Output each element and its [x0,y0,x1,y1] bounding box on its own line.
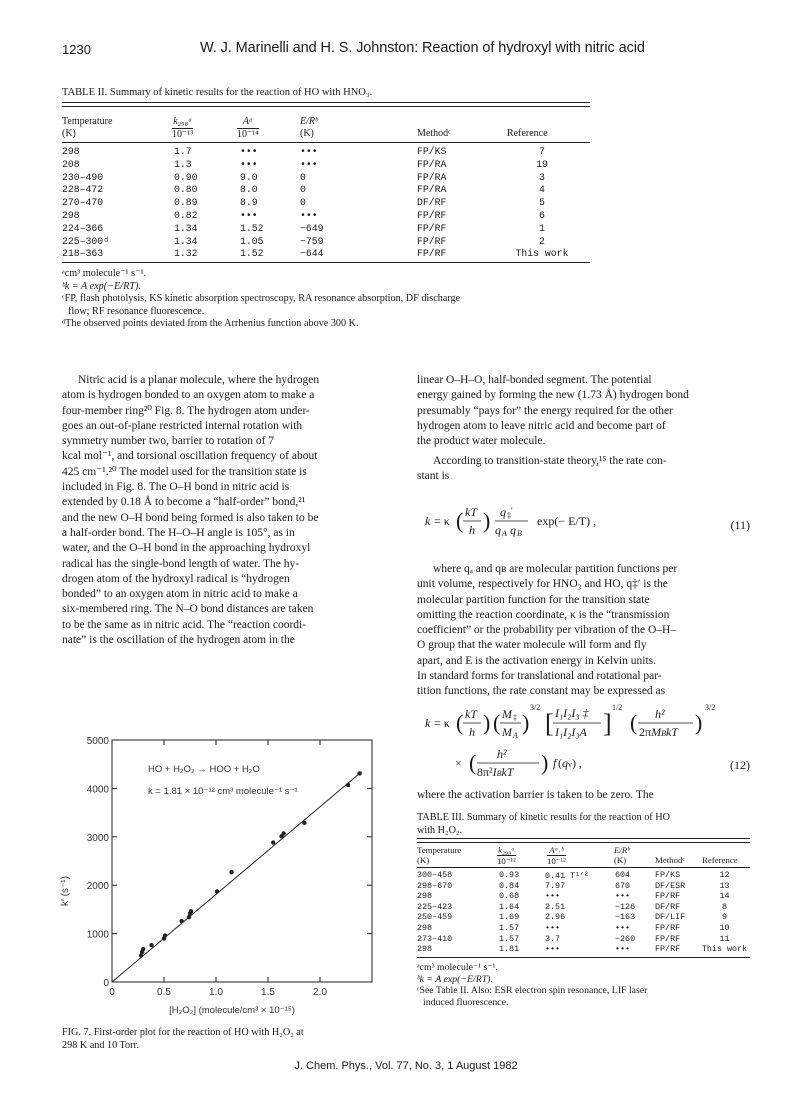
table-cell-m: FP/RF [417,210,447,221]
t2-header-A: Aᵃ 10⁻¹⁴ [237,116,259,140]
y-tick-label: 0 [103,978,109,989]
svg-text:(qv) ,: (qv) , [558,756,582,770]
table-cell-t: 270–470 [62,197,104,209]
svg-text:3/2: 3/2 [530,703,541,712]
table-cell-k: 1.81 [499,944,520,955]
table-cell-m: FP/RF [417,222,447,234]
text-line: molecular partition function for the transition state [417,593,650,606]
t3-header-reference: Reference [702,855,738,865]
table-cell-t: 225–300ᵈ [62,235,110,247]
data-point [346,783,350,787]
table-cell-k: 0.89 [174,197,198,209]
table2-caption: TABLE II. Summary of kinetic results for the reaction of HO with HNO₃. [62,87,373,98]
table-cell-r: 9 [721,912,728,923]
text-line: six-membered ring. The N–O bond distances are taken [62,603,314,616]
svg-text:= κ: = κ [434,514,450,528]
text-line: omitting the reaction coordinate, κ is the “transmission [417,608,670,621]
table-cell-k: 1.3 [174,158,192,170]
table-cell-r: 14 [719,891,730,902]
table-cell-r: 3 [539,171,545,183]
table-cell-m: FP/RF [417,235,447,247]
text-line: bonded” to an oxygen atom in nitric acid to make a [62,588,298,601]
right-column-para3 [417,562,753,700]
y-tick-label: 5000 [86,736,109,747]
right-column-para4: where the activation barrier is taken to be zero. The [417,789,654,801]
table2-footnotes: ᵃcm³ molecule⁻¹ s⁻¹. ᵇk = A exp(−E/RT). ᶜFP, flash photolysis, KS kinetic absorption spectroscopy, RA resonance absorption, DF discharge flow; RF resonance fluorescence. ᵈThe observed points deviated from the Arrhenius function above 300 K. [62,268,461,329]
text-line: Nitric acid is a planar molecule, where the hydrogen [78,374,320,386]
table-cell-e: ••• [300,158,318,170]
table-cell-t: 298 [62,210,80,221]
svg-text:I₁I₂I₃A: I₁I₂I₃A [555,725,587,739]
table-cell-r: 10 [719,923,730,933]
data-point [141,947,145,951]
equation-11 [425,500,750,542]
table-cell-r: 6 [539,210,545,221]
table-cell-k: 0.82 [174,210,198,221]
data-point [302,821,306,825]
equation-12-number: (12) [730,758,750,772]
table-cell-m: FP/RF [417,248,447,260]
text-line: radical has the single-bond length of water. The hy- [62,557,300,570]
table-cell-t: 298 [62,146,80,157]
table-cell-e: 604 [615,870,631,880]
table-cell-e: 0 [300,184,306,196]
t2-header-method: Methodᶜ [417,128,451,139]
table-cell-a: 2.96 [545,912,566,923]
table-cell-k: 1.64 [499,901,520,912]
table-cell-k: 1.32 [174,248,198,260]
data-point [179,919,183,923]
svg-text:A: A [513,731,518,740]
text-line: apart, and E is the activation energy in Kelvin units. [417,654,656,667]
table-cell-t: 250–459 [417,912,453,923]
table-cell-e: −644 [300,248,324,260]
table-cell-m: DF/RF [417,197,447,209]
svg-text:): ) [522,710,530,735]
text-line: goes an out-of-plane restricted internal rotation with [62,419,303,432]
svg-text:′: ′ [511,506,513,515]
equation-12 [425,700,750,778]
text-line: presumably “pays for” the energy required for the other [417,404,673,417]
table-cell-a: 9.0 [240,171,258,183]
table3-header [417,845,750,873]
table-cell-e: ••• [300,210,318,221]
table-cell-t: 298 [417,923,433,933]
svg-text:×: × [455,756,462,770]
svg-text:2πMBkT: 2πMBkT [639,725,678,739]
table-cell-k: 0.80 [174,184,198,196]
svg-text:): ) [695,710,703,735]
y-tick-label: 4000 [86,784,109,796]
text-line: drogen atom of the hydroxyl radical is “hydrogen [62,572,290,585]
right-column-para2 [417,454,753,485]
table-cell-r: 8 [721,901,728,912]
text-line: symmetry number two, barrier to rotation of 7 [62,435,275,448]
svg-text:exp(− E/T) ,: exp(− E/T) , [537,514,597,528]
equation-11-number: (11) [730,518,750,532]
table-cell-r: 7 [539,146,545,157]
equation-11-formula [425,500,725,542]
right-column-para1 [417,373,753,449]
table-cell-t: 298 [417,944,433,955]
text-line: kcal mol⁻¹, and torsional oscillation frequency of about [62,450,318,463]
svg-text:(: ( [456,508,464,533]
text-line: linear O–H–O, half-bonded segment. The potential [417,374,652,386]
text-line: and the new O–H bond being formed is also taken to be [62,511,319,524]
table-cell-k: 1.7 [174,146,192,157]
table2-bottom-rule [62,262,590,263]
table-cell-r: 4 [539,184,545,196]
running-title: W. J. Marinelli and H. S. Johnston: Reaction of hydroxyl with nitric acid [200,40,645,56]
t2-header-reference: Reference [507,128,548,139]
svg-text:q: q [500,505,506,519]
y-axis-label: k′ (s⁻¹) [60,876,71,906]
table-cell-t: 224–366 [62,222,104,234]
figure-7 [40,728,400,1018]
table-cell-a: 1.52 [240,248,264,260]
table-cell-e: −759 [300,235,324,247]
table-cell-a: 7.97 [545,880,566,891]
svg-text:h: h [469,725,475,739]
table-cell-r: 19 [536,158,548,170]
table-cell-r: 5 [539,197,545,209]
data-point [271,840,275,844]
table-cell-k: 1.34 [174,235,198,247]
text-line: four-member ring²⁰ Fig. 8. The hydrogen atom under- [62,404,310,417]
svg-text:A: A [502,529,507,538]
data-point [229,870,233,874]
table-cell-a: 8.9 [240,197,258,209]
table-cell-k: 1.57 [499,923,520,933]
y-tick-label: 2000 [86,881,109,893]
table3-bottom-rule [417,957,750,958]
table-cell-e: 0 [300,197,306,209]
equation-12-formula [425,700,750,778]
svg-text:q: q [495,523,501,537]
text-line: 425 cm⁻¹.²⁰ The model used for the transition state is [62,465,307,478]
table-cell-a: 1.05 [240,235,264,247]
table-cell-a: ••• [240,158,258,170]
y-tick-label: 1000 [86,929,109,941]
text-line: atom is hydrogen bonded to an oxygen atom to make a [62,389,315,402]
svg-text:[: [ [545,709,554,738]
table-cell-k: 1.69 [499,912,520,923]
text-line: In standard forms for translational and rotational par- [417,670,662,683]
data-point [281,831,285,835]
x-tick-label: 0 [109,987,115,998]
data-point [215,889,219,893]
table-cell-m: FP/RA [417,158,447,170]
rate-label: k = 1.81 × 10⁻¹² cm³ molecule⁻¹ s⁻¹ [148,786,298,797]
journal-footer: J. Chem. Phys., Vol. 77, No. 3, 1 August 1982 [294,1060,518,1072]
svg-text:]: ] [603,709,612,738]
table2-header-rule [62,142,590,143]
t3-header-k298: k₂₉₈ᵃ 10⁻¹² [497,845,516,866]
table-cell-m: FP/KS [655,870,681,880]
table-cell-e: ••• [300,146,318,157]
data-point [163,933,167,937]
svg-text:8π²IBkT: 8π²IBkT [477,765,514,778]
svg-text:(: ( [456,710,464,735]
table-cell-m: DF/ESR [655,880,686,891]
svg-text:‡: ‡ [507,511,511,520]
table-cell-k: 1.34 [174,222,198,234]
svg-text:): ) [483,508,491,533]
table-cell-e: −126 [615,901,636,912]
table-cell-t: 298–670 [417,880,453,891]
text-line: extended by 0.18 Å to become a “half-order” bond,²¹ [62,496,306,509]
text-line: energy gained by forming the new (1.73 Å) hydrogen bond [417,389,689,402]
reaction-label: HO + H₂O₂ → HOO + H₂O [148,764,260,775]
table-cell-k: 0.68 [499,891,520,902]
svg-text:h²: h² [497,747,507,761]
text-line: the product water molecule. [417,435,546,448]
table-cell-m: FP/KS [417,146,447,157]
svg-text:(: ( [493,710,501,735]
table-cell-m: FP/RF [655,933,681,944]
table-cell-r: 1 [539,222,545,234]
text-line: unit volume, respectively for HNO₃ and HO, q‡′ is the [417,578,668,591]
y-tick-label: 3000 [86,832,109,844]
svg-text:q: q [510,523,516,537]
t3-header-ER: E/Rᵇ (K) [614,845,630,865]
x-tick-label: 1.0 [209,987,223,998]
table-cell-a: 0.41 T¹ᐟ² [545,871,589,881]
text-line: nate” is the oscillation of the hydrogen atom in the [62,634,295,647]
svg-text:k: k [425,716,431,730]
t3-header-A: Aᵃ˒ᵇ 10⁻¹² [547,845,566,866]
table-cell-r: This work [515,248,569,260]
x-tick-label: 0.5 [157,987,171,998]
svg-text:(: ( [630,710,638,735]
t2-header-temperature: Temperature (K) [62,116,113,139]
table-cell-t: 228–472 [62,184,104,196]
table-cell-m: FP/RF [655,944,681,955]
table3-footnotes: ᵃcm³ molecule⁻¹ s⁻¹. ᵇk = A exp(−E/RT). ᶜSee Table II. Also: ESR electron spin resonance, LIF laser induced fluorescence. [417,962,648,1008]
svg-text:f: f [553,756,557,770]
table3-header-rule [417,867,750,868]
svg-text:): ) [541,750,549,775]
table-cell-r: 13 [719,880,730,891]
table-cell-r: This work [701,944,748,955]
table-cell-t: 273–410 [417,933,453,944]
text-line: a half-order bond. The H–O–H angle is 105°, as in [62,526,295,539]
table-cell-t: 230–490 [62,171,104,183]
table-cell-a: ••• [240,210,258,221]
table-cell-t: 218–363 [62,248,104,260]
table-cell-k: 1.57 [499,933,520,944]
text-line: where qₐ and qʙ are molecular partition functions per [433,563,678,575]
table-cell-t: 298 [417,891,433,902]
table-cell-t: 300–458 [417,870,453,880]
left-column-text [62,373,400,648]
x-tick-label: 2.0 [313,987,327,998]
table-cell-t: 225–423 [417,901,453,912]
table-cell-a: ••• [545,944,561,955]
table-cell-m: DF/LIF [655,912,686,923]
table-cell-e: −649 [300,222,324,234]
table3-caption: TABLE III. Summary of kinetic results for the reaction of HO with H₂O₂. [417,812,670,836]
svg-text:‡: ‡ [513,713,517,722]
text-line: included in Fig. 8. The O–H bond in nitric acid is [62,481,290,494]
svg-text:1/2: 1/2 [612,703,623,712]
svg-text:k: k [425,514,431,528]
table-cell-a: 2.51 [545,901,566,912]
table-cell-e: −163 [615,912,636,923]
t3-header-method: Methodᶜ [655,855,685,865]
text-line: stant is [417,470,450,483]
data-point [187,915,191,919]
text-line: to be the same as in nitric acid. The “reaction coordi- [62,618,307,631]
svg-text:3/2: 3/2 [705,703,716,712]
table-cell-a: 1.52 [240,222,264,234]
table-cell-e: ••• [615,923,631,933]
table-cell-a: 8.0 [240,184,258,196]
svg-text:I₁I₂I₃ ‡: I₁I₂I₃ ‡ [555,706,589,720]
x-tick-label: 1.5 [261,987,275,998]
t2-header-k298: k₂₉₈ᵃ 10⁻¹³ [172,116,194,140]
svg-text:): ) [483,710,491,735]
data-point [149,943,153,947]
table3-top-rule [417,838,750,843]
x-axis-label: [H₂O₂] (molecule/cm³ × 10⁻¹⁵) [169,1005,295,1016]
table-cell-e: ••• [615,944,631,955]
table-cell-r: 2 [539,235,545,247]
text-line: coefficient” or the probability per vibration of the O–H– [417,624,677,637]
table-cell-m: FP/RF [655,923,681,933]
figure-7-caption: FIG. 7. First-order plot for the reaction of HO with H₂O₂ at 298 K and 10 Torr. [62,1027,304,1051]
svg-text:kT: kT [465,707,477,721]
table-cell-e: 0 [300,171,306,183]
table2-top-rule [62,102,590,107]
svg-text:(: ( [469,750,477,775]
table-cell-a: ••• [240,146,258,157]
text-line: According to transition-state theory,¹⁵ the rate con- [433,455,667,467]
svg-text:= κ: = κ [434,716,450,730]
text-line: tition functions, the rate constant may be expressed as [417,685,666,698]
table-cell-k: 0.84 [499,880,520,891]
data-point [189,909,193,913]
figure-7-plot [40,728,400,1018]
table-cell-e: −260 [615,933,636,944]
table-cell-k: 0.90 [174,171,198,183]
table-cell-k: 0.93 [499,870,520,880]
text-line: O group that the water molecule will form and fly [417,639,647,652]
table-cell-r: 11 [719,933,730,944]
table-cell-r: 12 [719,870,730,880]
svg-text:h²: h² [655,707,665,721]
table-cell-m: FP/RF [655,891,681,902]
svg-text:B: B [517,529,522,538]
svg-text:kT: kT [465,505,477,519]
table-cell-t: 208 [62,158,80,170]
table-cell-a: 3.7 [545,933,561,944]
t2-header-ER: E/Rᵇ (K) [300,116,318,139]
data-point [357,771,361,775]
table-cell-a: ••• [545,891,561,902]
svg-text:M: M [502,725,512,739]
t3-header-temperature: Temperature (K) [417,845,462,865]
table-cell-m: FP/RA [417,184,447,196]
table-cell-m: DF/RF [655,901,681,912]
table-cell-e: ••• [615,891,631,902]
fit-line [112,772,362,982]
text-line: water, and the O–H bond in the approaching hydroxyl [62,542,311,555]
table-cell-e: 670 [615,880,631,891]
svg-text:M: M [502,707,512,721]
text-line: hydrogen atom to leave nitric acid and become part of [417,419,666,432]
page-number: 1230 [62,42,91,57]
svg-text:h: h [469,523,475,537]
table-cell-m: FP/RA [417,171,447,183]
table-cell-a: ••• [545,923,561,933]
